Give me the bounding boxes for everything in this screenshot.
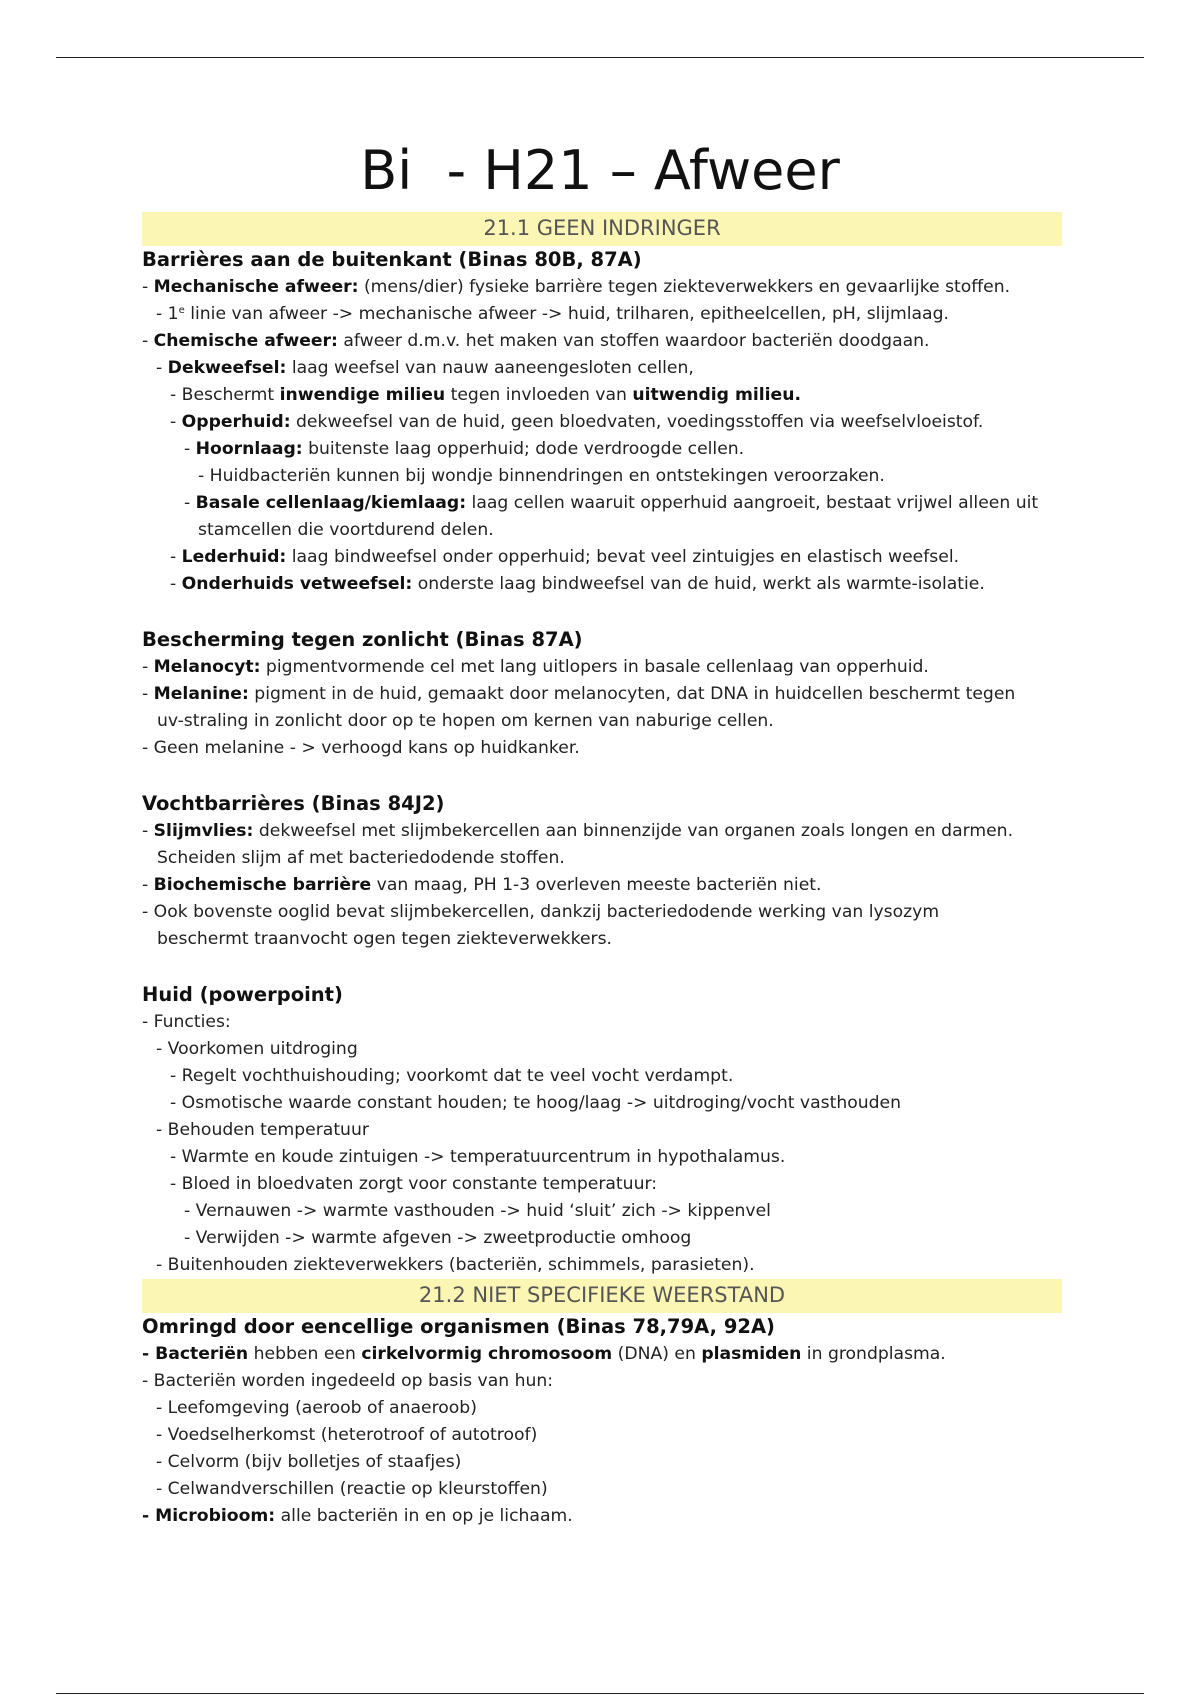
list-item-continuation: uv-straling in zonlicht door op te hopen om kernen van naburige cellen.: [157, 711, 774, 731]
list-item: - Lederhuid: laag bindweefsel onder opperhuid; bevat veel zintuigjes en elastisch weefsel.: [170, 547, 960, 567]
footer-rule: [56, 1693, 1144, 1694]
list-item: - Voedselherkomst (heterotroof of autotroof): [156, 1425, 538, 1445]
section-heading-21-2: 21.2 NIET SPECIFIEKE WEERSTAND: [142, 1279, 1062, 1313]
subheading-zonlicht: Bescherming tegen zonlicht (Binas 87A): [142, 628, 583, 651]
list-item: - Warmte en koude zintuigen -> temperatuurcentrum in hypothalamus.: [170, 1147, 786, 1167]
list-item: - Slijmvlies: dekweefsel met slijmbekercellen aan binnenzijde van organen zoals longen en darmen.: [142, 821, 1014, 841]
subheading-huid: Huid (powerpoint): [142, 983, 343, 1006]
list-item: - Hoornlaag: buitenste laag opperhuid; dode verdroogde cellen.: [184, 439, 745, 459]
list-item: - Ook bovenste ooglid bevat slijmbekercellen, dankzij bacteriedodende werking van lysozym: [142, 902, 940, 922]
section-heading-21-1: 21.1 GEEN INDRINGER: [142, 212, 1062, 246]
list-item: - Functies:: [142, 1012, 231, 1032]
list-item: - 1e linie van afweer -> mechanische afweer -> huid, trilharen, epitheelcellen, pH, slijmlaag.: [156, 304, 949, 324]
page-title: Bi - H21 – Afweer: [360, 139, 840, 202]
document-body: [142, 212, 1062, 1530]
list-item: - Dekweefsel: laag weefsel van nauw aaneengesloten cellen,: [156, 358, 694, 378]
list-item: - Onderhuids vetweefsel: onderste laag bindweefsel van de huid, werkt als warmte-isolatie.: [170, 574, 985, 594]
list-item: - Osmotische waarde constant houden; te hoog/laag -> uitdroging/vocht vasthouden: [170, 1093, 902, 1113]
list-item-continuation: stamcellen die voortdurend delen.: [198, 520, 494, 540]
subheading-vochtbarrieres: Vochtbarrières (Binas 84J2): [142, 792, 445, 815]
list-item: - Verwijden -> warmte afgeven -> zweetproductie omhoog: [184, 1228, 692, 1248]
list-item: - Buitenhouden ziekteverwekkers (bacteriën, schimmels, parasieten).: [156, 1255, 755, 1275]
subheading-eencellige: Omringd door eencellige organismen (Binas 78,79A, 92A): [142, 1315, 775, 1338]
list-item: - Geen melanine - > verhoogd kans op huidkanker.: [142, 738, 580, 758]
spacer: [142, 762, 1062, 790]
list-item: - Beschermt inwendige milieu tegen invloeden van uitwendig milieu.: [170, 385, 801, 405]
list-item: - Celvorm (bijv bolletjes of staafjes): [156, 1452, 462, 1472]
list-item: - Leefomgeving (aeroob of anaeroob): [156, 1398, 477, 1418]
list-item: - Bacteriën worden ingedeeld op basis van hun:: [142, 1371, 554, 1391]
list-item: - Regelt vochthuishouding; voorkomt dat te veel vocht verdampt.: [170, 1066, 734, 1086]
list-item: - Vernauwen -> warmte vasthouden -> huid ‘sluit’ zich -> kippenvel: [184, 1201, 771, 1221]
list-item: - Chemische afweer: afweer d.m.v. het maken van stoffen waardoor bacteriën doodgaan.: [142, 331, 930, 351]
spacer: [142, 953, 1062, 981]
list-item: - Huidbacteriën kunnen bij wondje binnendringen en ontstekingen veroorzaken.: [198, 466, 885, 486]
list-item: - Celwandverschillen (reactie op kleurstoffen): [156, 1479, 548, 1499]
list-item: - Opperhuid: dekweefsel van de huid, geen bloedvaten, voedingsstoffen via weefselvloeistof.: [170, 412, 984, 432]
list-item: - Behouden temperatuur: [156, 1120, 369, 1140]
list-item: - Microbioom: alle bacteriën in en op je lichaam.: [142, 1506, 573, 1526]
spacer: [142, 598, 1062, 626]
subheading-barrieres: Barrières aan de buitenkant (Binas 80B, 87A): [142, 248, 642, 271]
list-item: - Melanocyt: pigmentvormende cel met lang uitlopers in basale cellenlaag van opperhuid.: [142, 657, 929, 677]
list-item: - Bacteriën hebben een cirkelvormig chromosoom (DNA) en plasmiden in grondplasma.: [142, 1344, 946, 1364]
list-item-continuation: beschermt traanvocht ogen tegen ziekteverwekkers.: [157, 929, 613, 949]
list-item: - Melanine: pigment in de huid, gemaakt door melanocyten, dat DNA in huidcellen beschermt tegen: [142, 684, 1016, 704]
list-item: - Mechanische afweer: (mens/dier) fysieke barrière tegen ziekteverwekkers en gevaarlijke stoffen.: [142, 277, 1011, 297]
header-rule: [56, 57, 1144, 58]
list-item: - Biochemische barrière van maag, PH 1-3 overleven meeste bacteriën niet.: [142, 875, 822, 895]
list-item: - Basale cellenlaag/kiemlaag: laag cellen waaruit opperhuid aangroeit, bestaat vrijwel alleen uit: [184, 493, 1039, 513]
list-item-continuation: Scheiden slijm af met bacteriedodende stoffen.: [157, 848, 565, 868]
list-item: - Bloed in bloedvaten zorgt voor constante temperatuur:: [170, 1174, 658, 1194]
list-item: - Voorkomen uitdroging: [156, 1039, 358, 1059]
